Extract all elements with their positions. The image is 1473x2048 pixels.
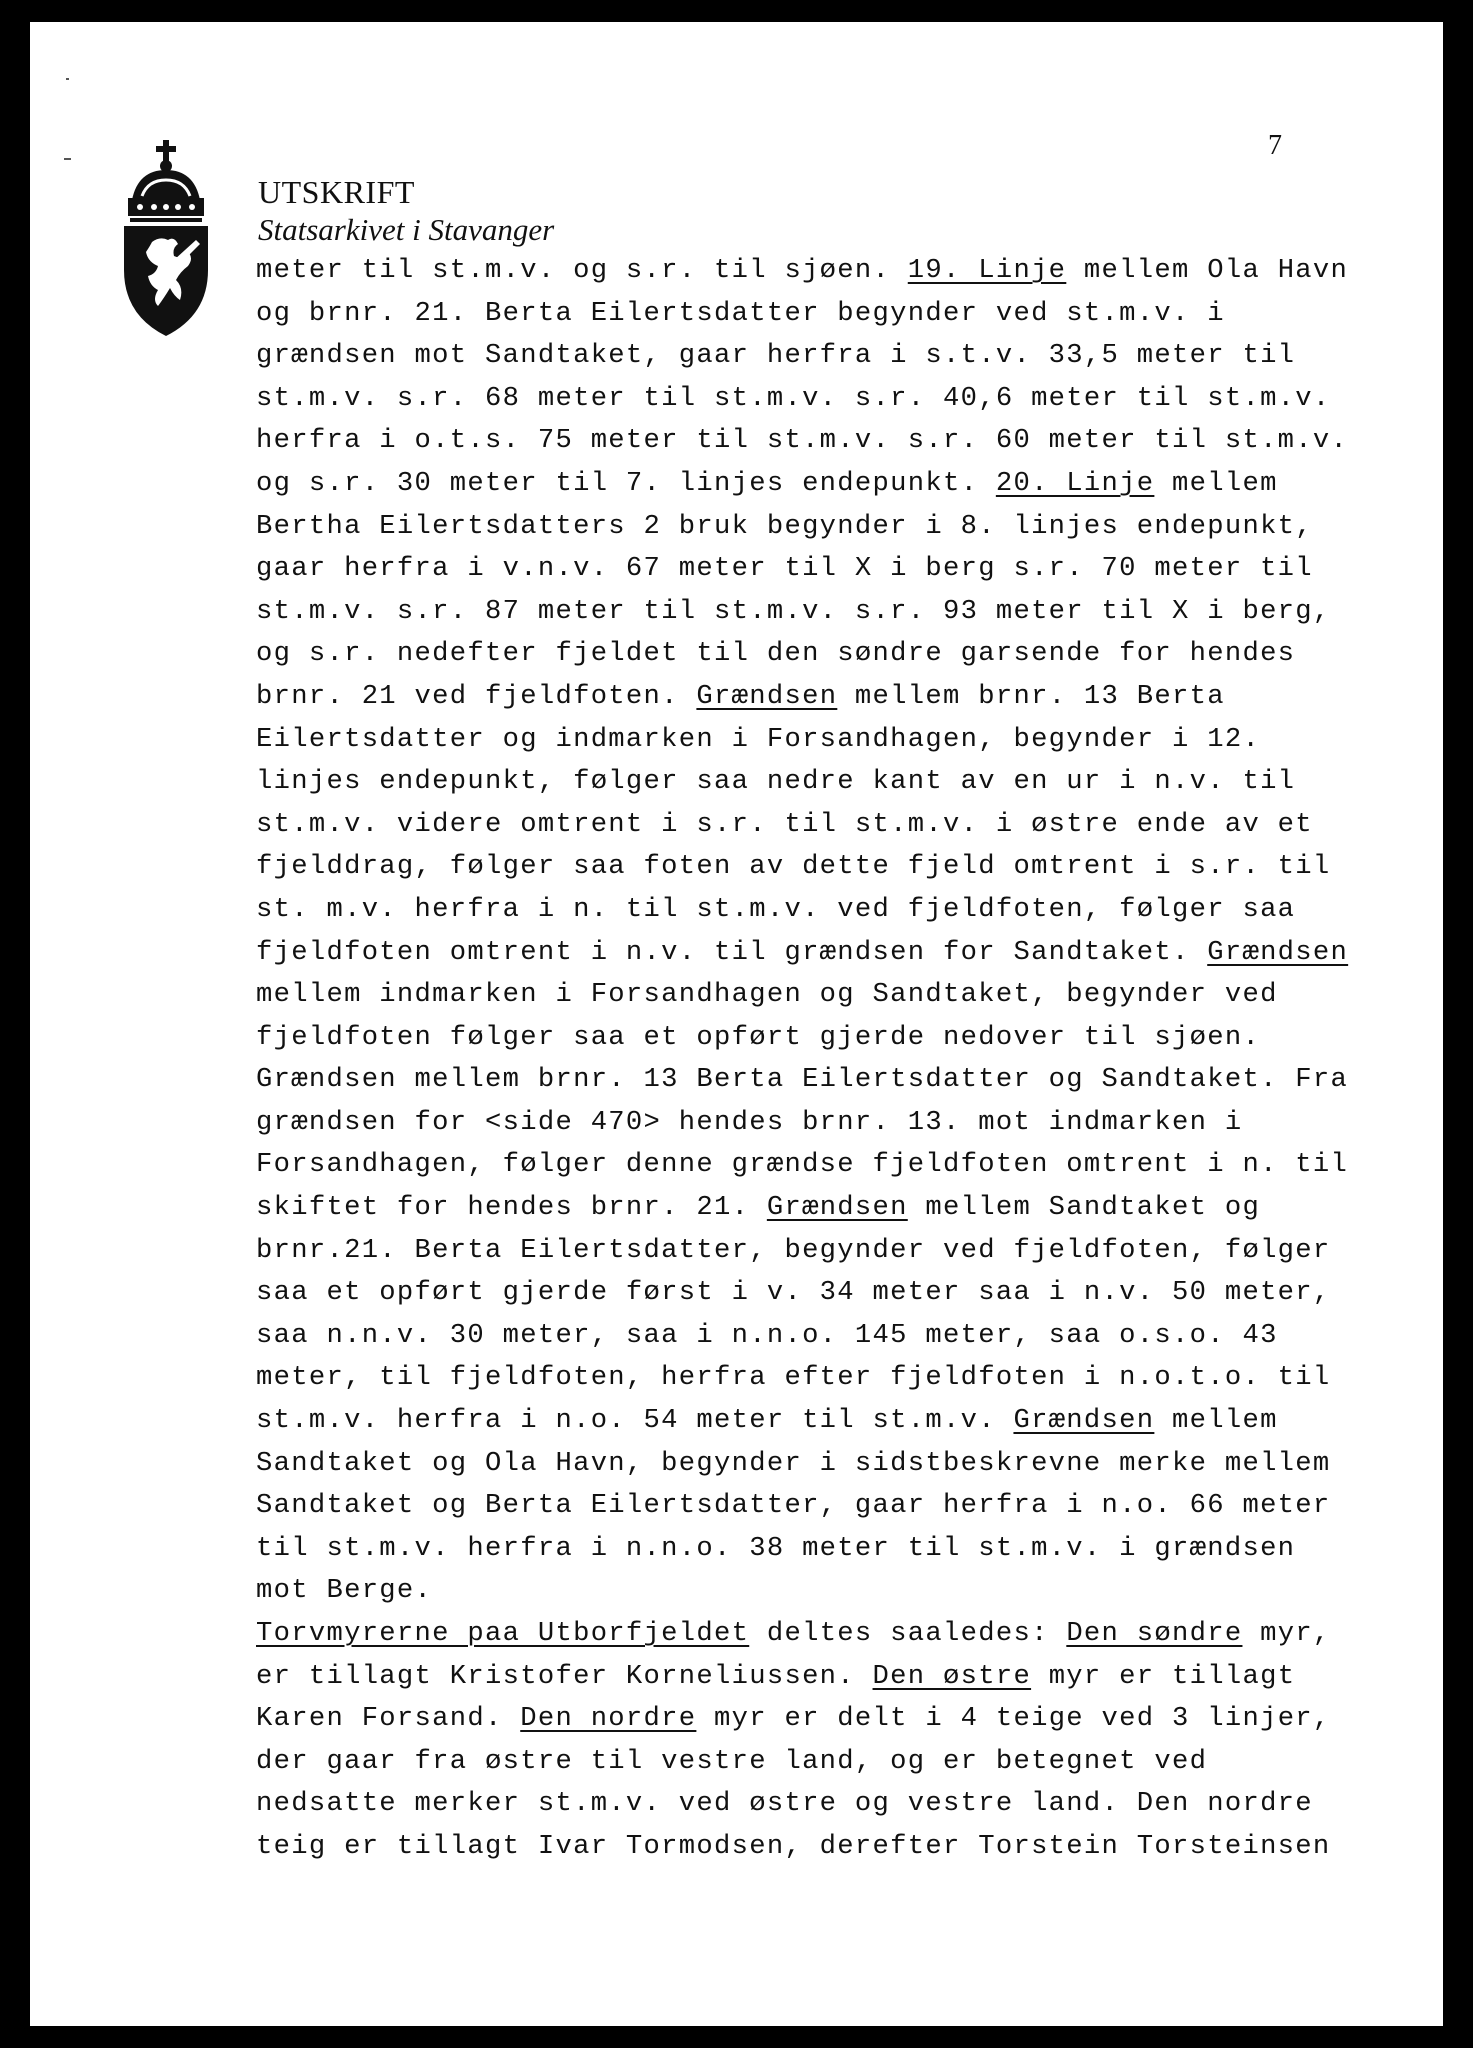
text-segment: brnr. 21 ved fjeldfoten.: [256, 680, 697, 712]
text-segment: herfra i o.t.s. 75 meter til st.m.v. s.r. 60 meter til st.m.v.: [256, 425, 1349, 457]
text-segment: meter, til fjeldfoten, herfra efter fjeldfoten i n.o.t.o. til: [256, 1362, 1331, 1394]
text-segment: og s.r. nedefter fjeldet til den søndre garsende for hendes: [256, 638, 1296, 670]
text-segment: mellem Ola Havn: [1066, 255, 1349, 286]
page-number: 7: [1268, 130, 1282, 161]
text-segment: Forsandhagen, følger denne grændse fjeldfoten omtrent i n. til: [256, 1149, 1349, 1181]
text-segment: der gaar fra østre til vestre land, og er betegnet ved: [256, 1745, 1208, 1777]
document-page: [30, 22, 1443, 2026]
text-line: [256, 1230, 1376, 1273]
text-segment: st.m.v. videre omtrent i s.r. til st.m.v. i østre ende av et: [256, 808, 1313, 840]
text-segment: fjeldfoten omtrent i n.v. til grændsen for Sandtaket.: [256, 936, 1208, 968]
text-segment: Bertha Eilertsdatters 2 bruk begynder i 8. linjes endepunkt,: [256, 510, 1313, 542]
text-line: [256, 889, 1376, 932]
text-segment: Eilertsdatter og indmarken i Forsandhagen, begynder i 12.: [256, 723, 1261, 755]
text-segment: mellem Sandtaket og: [907, 1192, 1261, 1224]
text-line: [256, 676, 1376, 719]
text-segment: og brnr. 21. Berta Eilertsdatter begynder ved st.m.v. i: [256, 297, 1225, 329]
text-line: [256, 761, 1376, 804]
text-line: [256, 804, 1376, 847]
text-segment: st. m.v. herfra i n. til st.m.v. ved fjeldfoten, følger saa: [256, 893, 1296, 925]
text-segment: saa n.n.v. 30 meter, saa i n.n.o. 145 meter, saa o.s.o. 43: [256, 1319, 1278, 1351]
text-line: [256, 1400, 1376, 1443]
text-line: [256, 335, 1376, 378]
text-segment: teig er tillagt Ivar Tormodsen, derefter Torstein Torsteinsen: [256, 1830, 1331, 1862]
text-segment: myr er tillagt: [1031, 1660, 1296, 1692]
text-segment: brnr.21. Berta Eilertsdatter, begynder ved fjeldfoten, følger: [256, 1234, 1331, 1266]
text-line: [256, 1443, 1376, 1486]
underlined-heading: Den nordre: [520, 1703, 697, 1735]
text-segment: linjes endepunkt, følger saa nedre kant av en ur i n.v. til: [256, 766, 1296, 798]
text-line: [256, 719, 1376, 762]
text-line: [256, 1698, 1376, 1741]
text-line: [256, 1570, 1376, 1613]
stamp-archive-name: Statsarkivet i Stavanger: [258, 212, 555, 247]
text-line: [256, 846, 1376, 889]
text-segment: st.m.v. s.r. 87 meter til st.m.v. s.r. 93 meter til X i berg,: [256, 595, 1331, 627]
text-segment: deltes saaledes:: [749, 1618, 1067, 1649]
text-line: [256, 1485, 1376, 1528]
text-line: [256, 974, 1376, 1017]
text-line: [256, 506, 1376, 549]
text-segment: Grændsen mellem brnr. 13 Berta Eilertsdatter og Sandtaket. Fra: [256, 1064, 1349, 1096]
text-segment: til st.m.v. herfra i n.n.o. 38 meter til st.m.v. i grændsen: [256, 1532, 1296, 1564]
text-line: [256, 1528, 1376, 1571]
underlined-heading: Grændsen: [696, 680, 838, 712]
norwegian-coat-of-arms-icon: [118, 140, 214, 340]
text-segment: mot Berge.: [256, 1575, 433, 1607]
text-segment: Sandtaket og Ola Havn, begynder i sidstbeskrevne merke mellem: [256, 1447, 1331, 1479]
text-line: [256, 1783, 1376, 1826]
text-segment: fjelddrag, følger saa foten av dette fjeld omtrent i s.r. til: [256, 851, 1331, 883]
underlined-heading: Den søndre: [1066, 1618, 1243, 1649]
text-segment: mellem: [1154, 467, 1278, 499]
text-line: [256, 548, 1376, 591]
text-segment: mellem indmarken i Forsandhagen og Sandtaket, begynder ved: [256, 979, 1278, 1011]
text-segment: fjeldfoten følger saa et opført gjerde nedover til sjøen.: [256, 1021, 1261, 1053]
text-line: [256, 420, 1376, 463]
text-line: [256, 250, 1376, 293]
underlined-heading: Grændsen: [1013, 1405, 1155, 1437]
text-segment: grændsen for <side 470> hendes brnr. 13. mot indmarken i: [256, 1106, 1243, 1138]
text-line: [256, 1017, 1376, 1060]
text-segment: skiftet for hendes brnr. 21.: [256, 1192, 767, 1224]
underlined-heading: Den østre: [872, 1660, 1032, 1692]
text-line: [256, 1102, 1376, 1145]
text-segment: mellem: [1154, 1405, 1278, 1437]
text-line: [256, 1187, 1376, 1230]
text-segment: grændsen mot Sandtaket, gaar herfra i s.t.v. 33,5 meter til: [256, 340, 1296, 372]
text-line: [256, 932, 1376, 975]
text-segment: mellem brnr. 13 Berta: [837, 680, 1225, 712]
transcript-body: [256, 250, 1376, 1869]
text-segment: saa et opført gjerde først i v. 34 meter saa i n.v. 50 meter,: [256, 1277, 1331, 1309]
text-line: [256, 1826, 1376, 1869]
text-segment: er tillagt Kristofer Korneliussen.: [256, 1660, 873, 1692]
text-segment: myr,: [1242, 1618, 1331, 1649]
text-line: [256, 1315, 1376, 1358]
text-line: [256, 1357, 1376, 1400]
text-segment: gaar herfra i v.n.v. 67 meter til X i berg s.r. 70 meter til: [256, 553, 1313, 585]
text-line: [256, 1656, 1376, 1699]
text-segment: og s.r. 30 meter til 7. linjes endepunkt.: [256, 467, 996, 499]
text-segment: st.m.v. s.r. 68 meter til st.m.v. s.r. 40,6 meter til st.m.v.: [256, 382, 1331, 414]
text-segment: meter til st.m.v. og s.r. til sjøen.: [256, 255, 908, 286]
underlined-heading: Torvmyrerne paa Utborfjeldet: [256, 1618, 750, 1649]
text-line: [256, 1144, 1376, 1187]
underlined-heading: 20. Linje: [995, 467, 1155, 499]
underlined-heading: 19. Linje: [907, 255, 1067, 286]
text-line: [256, 293, 1376, 336]
text-line: [256, 463, 1376, 506]
text-segment: st.m.v. herfra i n.o. 54 meter til st.m.v.: [256, 1405, 1014, 1437]
text-line: [256, 378, 1376, 421]
text-line: [256, 1613, 1376, 1656]
text-line: [256, 633, 1376, 676]
text-segment: myr er delt i 4 teige ved 3 linjer,: [696, 1703, 1331, 1735]
underlined-heading: Grændsen: [1207, 936, 1349, 968]
text-line: [256, 1059, 1376, 1102]
scan-speck: [64, 158, 71, 160]
text-segment: Karen Forsand.: [256, 1703, 521, 1735]
text-segment: Sandtaket og Berta Eilertsdatter, gaar herfra i n.o. 66 meter: [256, 1490, 1331, 1522]
underlined-heading: Grændsen: [766, 1192, 908, 1224]
stamp-title: UTSKRIFT: [258, 174, 415, 210]
text-segment: nedsatte merker st.m.v. ved østre og vestre land. Den nordre: [256, 1788, 1313, 1820]
text-line: [256, 1272, 1376, 1315]
scan-speck: [66, 78, 69, 80]
text-line: [256, 591, 1376, 634]
text-line: [256, 1741, 1376, 1784]
